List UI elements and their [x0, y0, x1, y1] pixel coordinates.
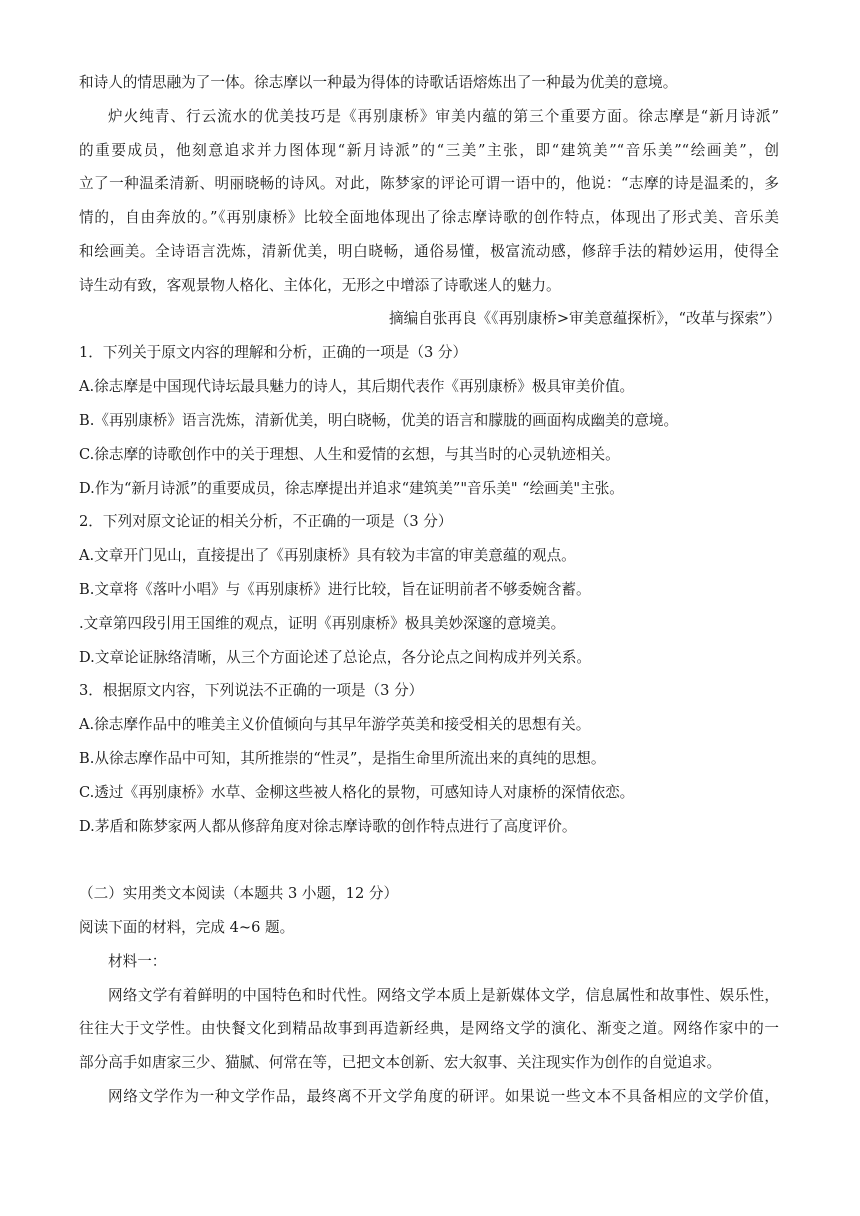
source-citation: 摘编自张再良《《再别康桥>审美意蕴探析》，“改革与探索”）	[389, 310, 781, 327]
question-1-option-d: D.作为“新月诗派”的重要成员，徐志摩提出并追求“建筑美”"音乐美" “绘画美"主张。	[79, 480, 624, 497]
material-label: 材料一：	[108, 953, 167, 970]
question-3-stem: 3．根据原文内容，下列说法不正确的一项是（3 分）	[79, 682, 424, 699]
paragraph-line: 的重要成员，他刻意追求并力图体现“新月诗派”的“三美”主张，即“建筑美”“音乐美”“绘画美”，创	[79, 142, 779, 159]
paragraph-line: 和诗人的情思融为了一体。徐志摩以一种最为得体的诗歌话语熔炼出了一种最为优美的意境。	[79, 74, 678, 91]
paragraph-line: 情的，自由奔放的。”《再别康桥》比较全面地体现出了徐志摩诗歌的创作特点，体现出了形式美、音乐美	[79, 209, 779, 226]
question-3-option-a: A.徐志摩作品中的唯美主义价值倾向与其早年游学英美和接受相关的思想有关。	[79, 716, 591, 733]
question-3-option-d: D.茅盾和陈梦家两人都从修辞角度对徐志摩诗歌的创作特点进行了高度评价。	[79, 818, 577, 835]
question-1-option-c: C.徐志摩的诗歌创作中的关于理想、人生和爱情的玄想，与其当时的心灵轨迹相关。	[79, 446, 620, 463]
paragraph-line: 部分高手如唐家三少、猫腻、何常在等，已把文本创新、宏大叙事、关注现实作为创作的自觉追求。	[79, 1054, 722, 1071]
paragraph-line: 网络文学作为一种文学作品，最终离不开文学角度的研评。如果说一些文本不具备相应的文学价值，	[108, 1088, 779, 1105]
paragraph-line: 网络文学有着鲜明的中国特色和时代性。网络文学本质上是新媒体文学，信息属性和故事性、娱乐性，	[108, 987, 779, 1004]
paragraph-line: 立了一种温柔清新、明丽晓畅的诗风。对此，陈梦家的评论可谓一语中的，他说：“志摩的诗是温柔的，多	[79, 175, 779, 192]
paragraph-line: 炉火纯青、行云流水的优美技巧是《再别康桥》审美内蕴的第三个重要方面。徐志摩是“新月诗派”	[108, 108, 779, 125]
question-2-stem: 2．下列对原文论证的相关分析，不正确的一项是（3 分）	[79, 513, 453, 530]
question-3-option-b: B.从徐志摩作品中可知，其所推崇的“性灵”，是指生命里所流出来的真纯的思想。	[79, 750, 606, 767]
question-2-option-a: A.文章开门见山，直接提出了《再别康桥》具有较为丰富的审美意蕴的观点。	[79, 547, 576, 564]
question-2-option-d: D.文章论证脉络清晰，从三个方面论述了总论点，各分论点之间构成并列关系。	[79, 649, 592, 666]
question-1-option-b: B.《再别康桥》语言洗炼，清新优美，明白晓畅，优美的语言和朦胧的画面构成幽美的意境。	[79, 412, 679, 429]
paragraph-line: 往往大于文学性。由快餐文化到精品故事到再造新经典，是网络文学的演化、渐变之道。网络作家中的一	[79, 1020, 779, 1037]
question-2-option-b: B.文章将《落叶小唱》与《再别康桥》进行比较，旨在证明前者不够委婉含蓄。	[79, 581, 591, 598]
question-2-option-c: .文章第四段引用王国维的观点，证明《再别康桥》极具美妙深邃的意境美。	[79, 615, 566, 632]
question-1-option-a: A.徐志摩是中国现代诗坛最具魅力的诗人，其后期代表作《再别康桥》极具审美价值。	[79, 378, 635, 395]
paragraph-line: 和绘画美。全诗语言洗炼，清新优美，明白晓畅，通俗易懂，极富流动感，修辞手法的精妙运用，使得全	[79, 243, 779, 260]
section-heading: （二）实用类文本阅读（本题共 3 小题，12 分）	[79, 885, 399, 902]
paragraph-line: 诗生动有致，客观景物人格化、主体化，无形之中增添了诗歌迷人的魅力。	[79, 277, 561, 294]
section-instruction: 阅读下面的材料，完成 4~6 题。	[79, 919, 295, 936]
question-3-option-c: C.透过《再别康桥》水草、金柳这些被人格化的景物，可感知诗人对康桥的深情依恋。	[79, 784, 635, 801]
question-1-stem: 1．下列关于原文内容的理解和分析，正确的一项是（3 分）	[79, 344, 468, 361]
